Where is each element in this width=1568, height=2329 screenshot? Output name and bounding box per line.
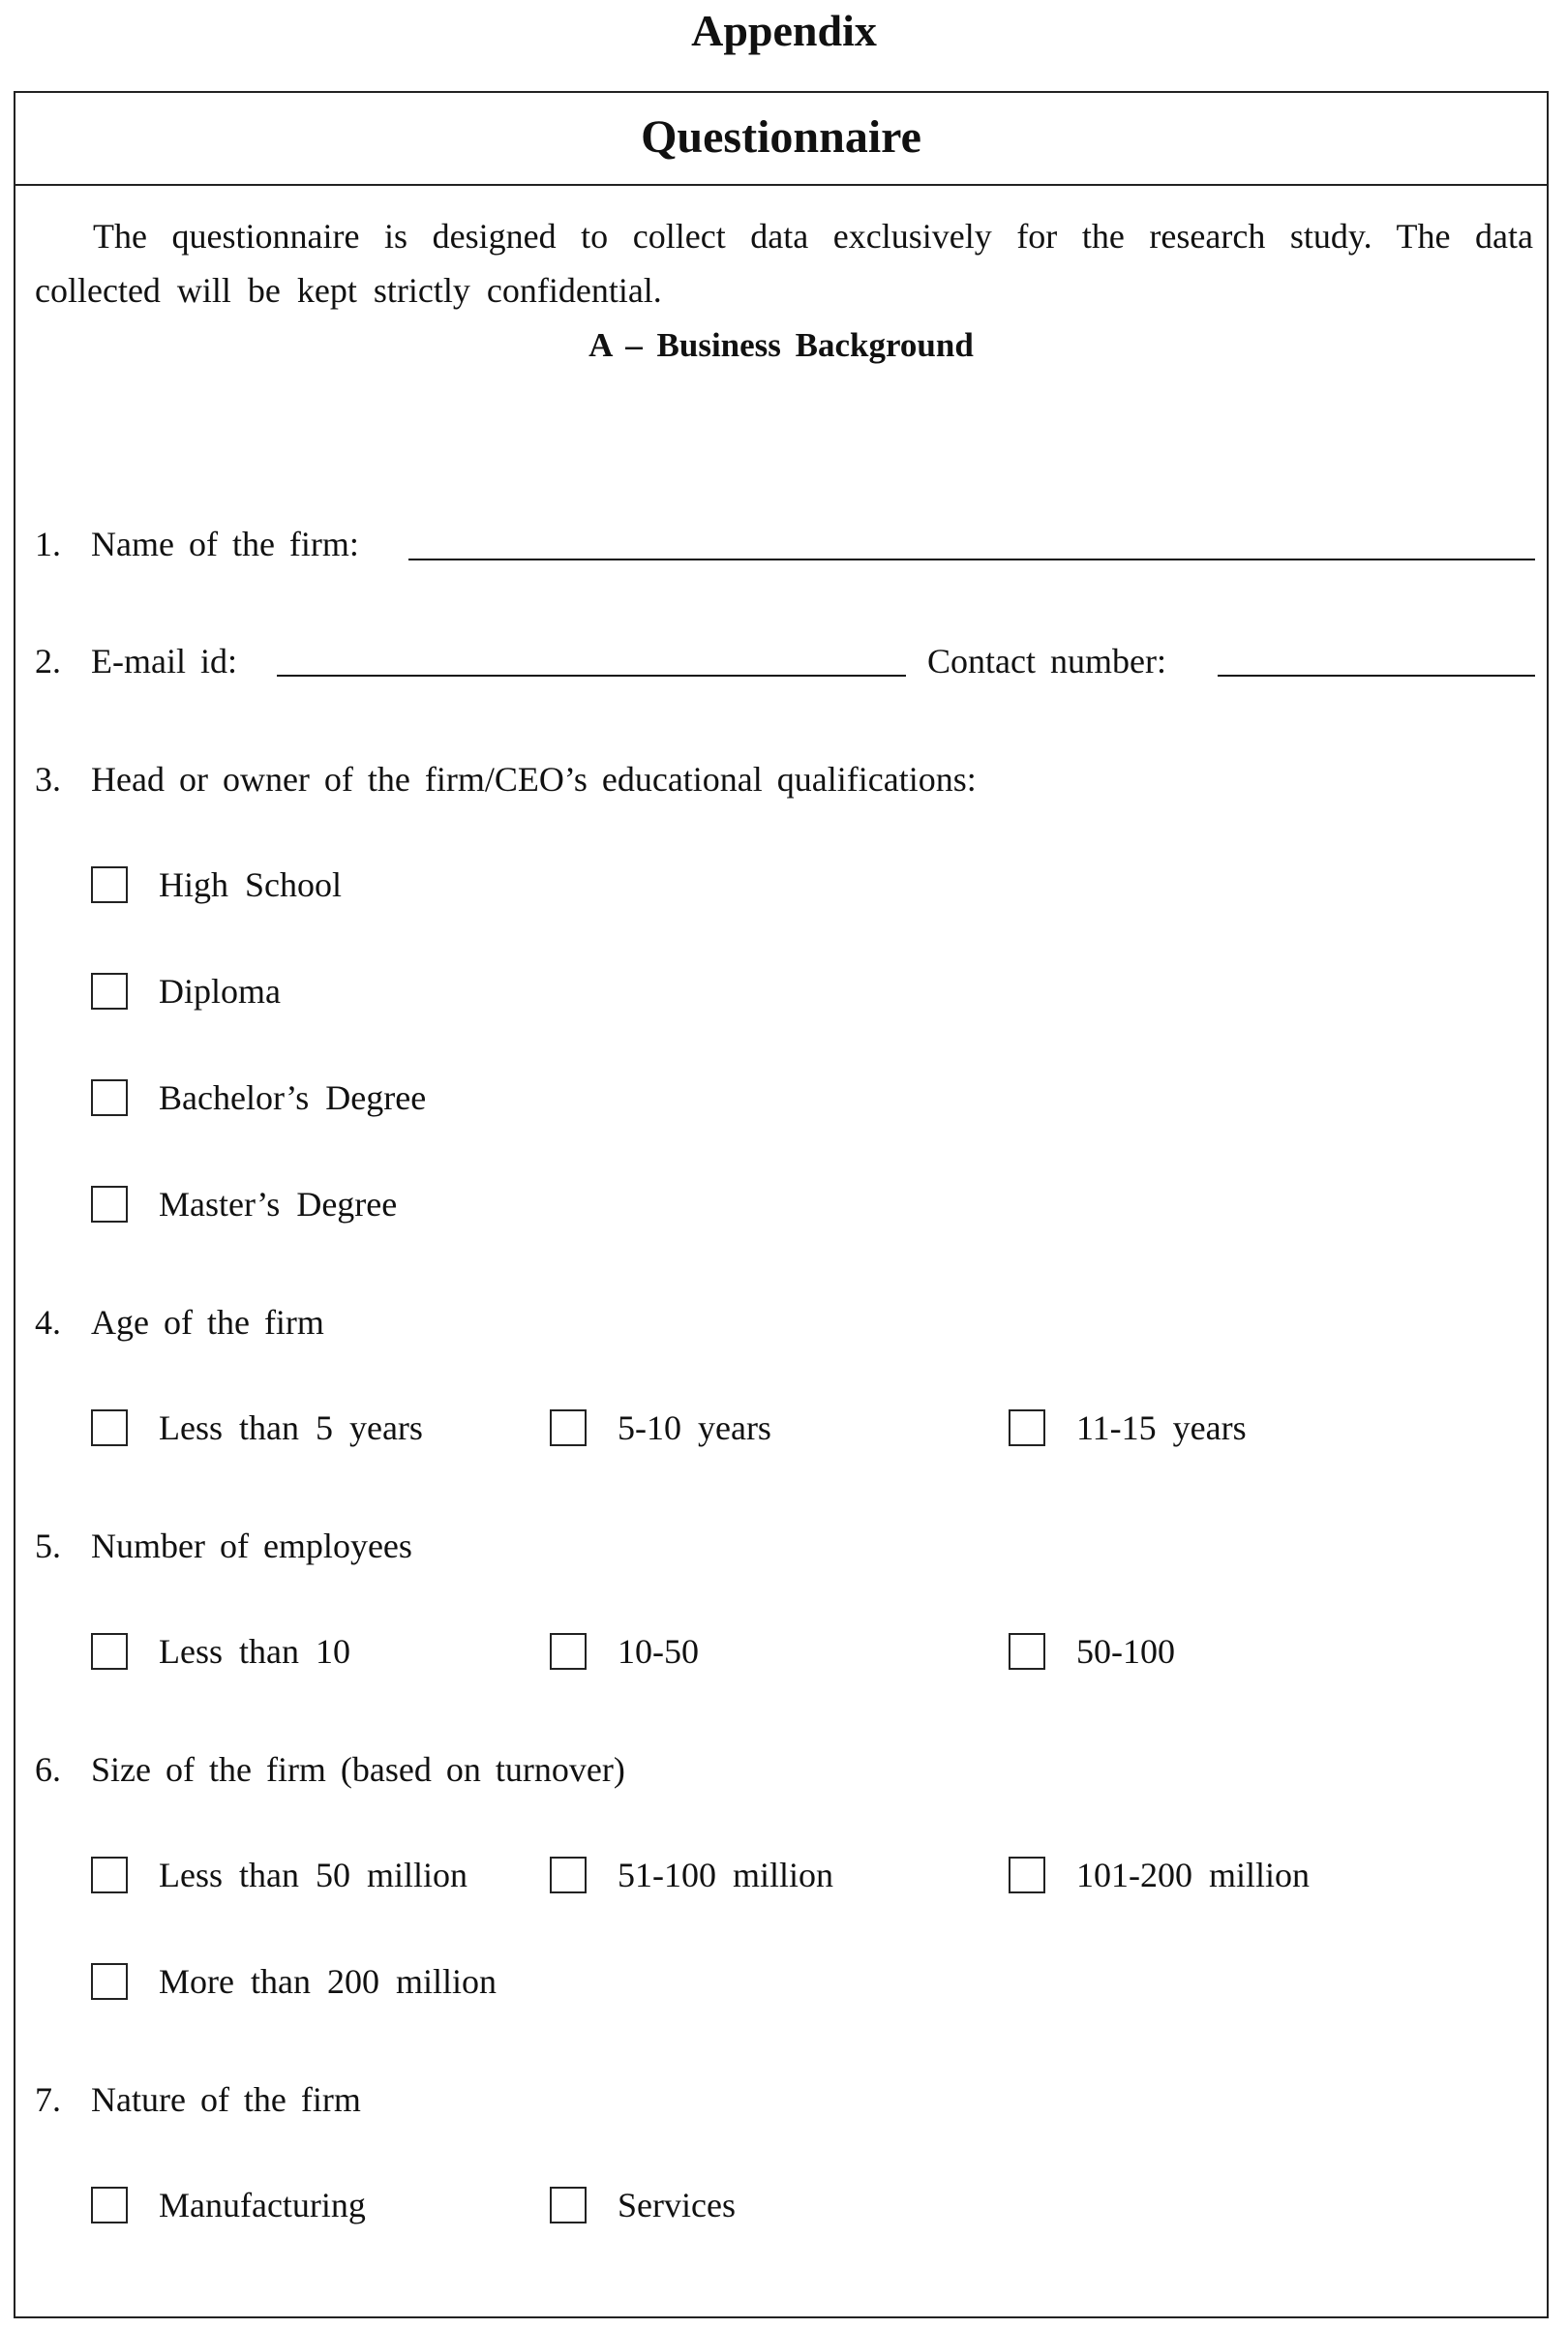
question-6 — [35, 1745, 625, 1794]
question-1 — [35, 520, 359, 568]
checkbox[interactable] — [91, 973, 128, 1010]
questionnaire-frame: Questionnaire The questionnaire is designed to collect data exclusively for the research study. The data collected will be kept strictly confidential. A – Business Background 1. Name of the firm: 2. E-mail id: Contact number: 3. Head or owner of the firm/CEO’s educational qualifications: High School Diploma Bachelor’s Degree Master’s Degree 4. Age of the firm Less than 5 years 5-10 years 11-15 years 5. Number of employees Less than 10 10-50 50-100 6. Size of the firm (based on turnover) Less than 50 million 51-100 million 101-200 million More than 200 million 7. Nature of the firm Manufacturing Services — [14, 91, 1549, 2318]
question-number: 3. — [35, 760, 61, 799]
appendix-title: Appendix — [691, 6, 877, 55]
section-title: A – Business Background — [588, 326, 974, 364]
question-text: E-mail id: — [91, 642, 237, 681]
checkbox[interactable] — [91, 1963, 128, 2000]
firm-name-field[interactable] — [408, 559, 1535, 560]
question-number: 2. — [35, 642, 61, 681]
checkbox[interactable] — [91, 1409, 128, 1446]
checkbox[interactable] — [91, 1857, 128, 1893]
question-text: Age of the firm — [91, 1303, 324, 1342]
checkbox[interactable] — [550, 1857, 587, 1893]
question-text: Name of the firm: — [91, 525, 359, 563]
question-text: Head or owner of the firm/CEO’s educational qualifications: — [91, 760, 977, 799]
checkbox[interactable] — [550, 1409, 587, 1446]
question-3 — [35, 755, 977, 803]
checkbox[interactable] — [91, 1079, 128, 1116]
question-text: Size of the firm (based on turnover) — [91, 1750, 625, 1789]
contact-number-field[interactable] — [1218, 675, 1535, 677]
question-2 — [35, 637, 237, 685]
checkbox[interactable] — [91, 1186, 128, 1223]
question-5 — [35, 1522, 412, 1570]
question-number: 5. — [35, 1527, 61, 1565]
intro-paragraph: The questionnaire is designed to collect data exclusively for the research study. The data collected will be kept strictly confidential. — [35, 217, 1533, 310]
checkbox[interactable] — [550, 1633, 587, 1670]
question-text: Nature of the firm — [91, 2080, 361, 2119]
question-number: 4. — [35, 1303, 61, 1342]
question-text: Number of employees — [91, 1527, 412, 1565]
contact-number-label: Contact number: — [927, 642, 1166, 681]
checkbox[interactable] — [91, 866, 128, 903]
question-number: 1. — [35, 525, 61, 563]
checkbox[interactable] — [91, 1633, 128, 1670]
checkbox[interactable] — [550, 2187, 587, 2223]
question-4 — [35, 1298, 324, 1346]
checkbox[interactable] — [1009, 1857, 1045, 1893]
question-7 — [35, 2075, 361, 2124]
email-field[interactable] — [277, 675, 906, 677]
checkbox[interactable] — [91, 2187, 128, 2223]
question-number: 7. — [35, 2080, 61, 2119]
questionnaire-title: Questionnaire — [15, 93, 1547, 186]
checkbox[interactable] — [1009, 1633, 1045, 1670]
question-number: 6. — [35, 1750, 61, 1789]
checkbox[interactable] — [1009, 1409, 1045, 1446]
